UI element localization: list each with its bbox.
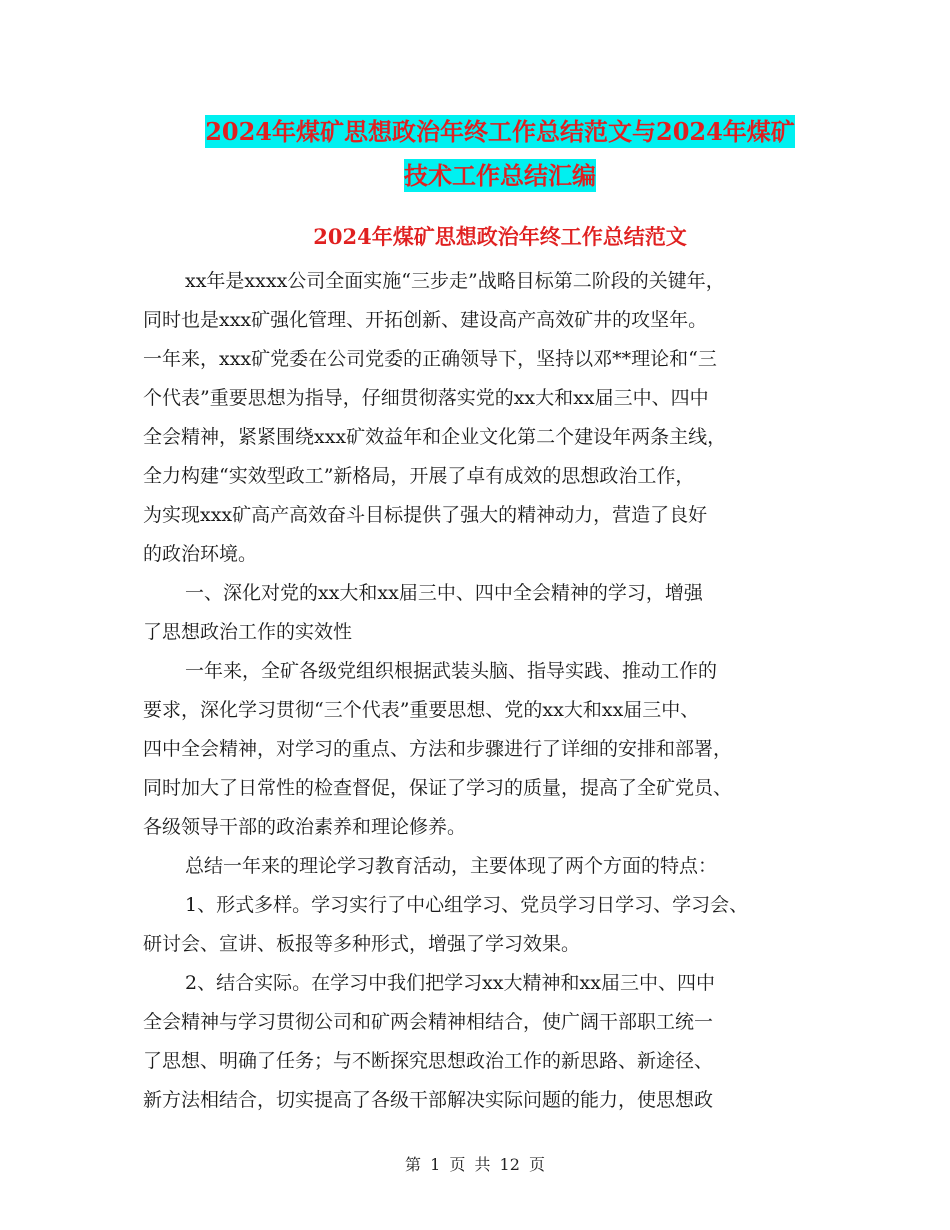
body-line: 全会精神，紧紧围绕xxx矿效益年和企业文化第二个建设年两条主线， [143,426,727,448]
body-line: 同时也是xxx矿强化管理、开拓创新、建设高产高效矿井的攻坚年。 [143,309,708,331]
page-footer: 第 1 页 共 12 页 [405,1155,545,1174]
body-line: 四中全会精神，对学习的重点、方法和步骤进行了详细的安排和部署， [143,738,733,760]
body-line: 个代表”重要思想为指导，仔细贯彻落实党的xx大和xx届三中、四中 [143,387,709,409]
section-title: 2024年煤矿思想政治年终工作总结范文 [313,224,687,249]
body-line: 了思想政治工作的实效性 [143,621,353,643]
body-line: 的政治环境。 [143,543,258,565]
body-line: 全力构建“实效型政工”新格局，开展了卓有成效的思想政治工作， [143,465,695,487]
body-line: 1、形式多样。学习实行了中心组学习、党员学习日学习、学习会、 [185,894,749,916]
body-line: 为实现xxx矿高产高效奋斗目标提供了强大的精神动力，营造了良好 [143,504,708,526]
body-line: 全会精神与学习贯彻公司和矿两会精神相结合，使广阔干部职工统一 [143,1011,714,1033]
body-line: 一年来，xxx矿党委在公司党委的正确领导下，坚持以邓**理论和“三 [143,348,717,370]
body-line: 要求，深化学习贯彻“三个代表”重要思想、党的xx大和xx届三中、 [143,699,700,721]
body-line: 研讨会、宣讲、板报等多种形式，增强了学习效果。 [143,933,581,955]
body-line: 新方法相结合，切实提高了各级干部解决实际问题的能力，使思想政 [143,1089,714,1111]
body-line: 一年来，全矿各级党组织根据武装头脑、指导实践、推动工作的 [185,660,718,682]
body-line: 2、结合实际。在学习中我们把学习xx大精神和xx届三中、四中 [185,972,715,994]
document-title-line-2: 技术工作总结汇编 [404,161,596,190]
document-title [140,110,860,198]
body-line: 总结一年来的理论学习教育活动，主要体现了两个方面的特点： [185,855,718,877]
body-line: xx年是xxxx公司全面实施“三步走”战略目标第二阶段的关键年， [185,270,725,292]
body-line: 一、深化对党的xx大和xx届三中、四中全会精神的学习，增强 [185,582,703,604]
body-line: 了思想、明确了任务；与不断探究思想政治工作的新思路、新途径、 [143,1050,714,1072]
body-text [143,262,833,1120]
body-line: 各级领导干部的政治素养和理论修养。 [143,816,467,838]
body-line: 同时加大了日常性的检查督促，保证了学习的质量，提高了全矿党员、 [143,777,733,799]
document-title-line-1: 2024年煤矿思想政治年终工作总结范文与2024年煤矿 [205,117,795,146]
